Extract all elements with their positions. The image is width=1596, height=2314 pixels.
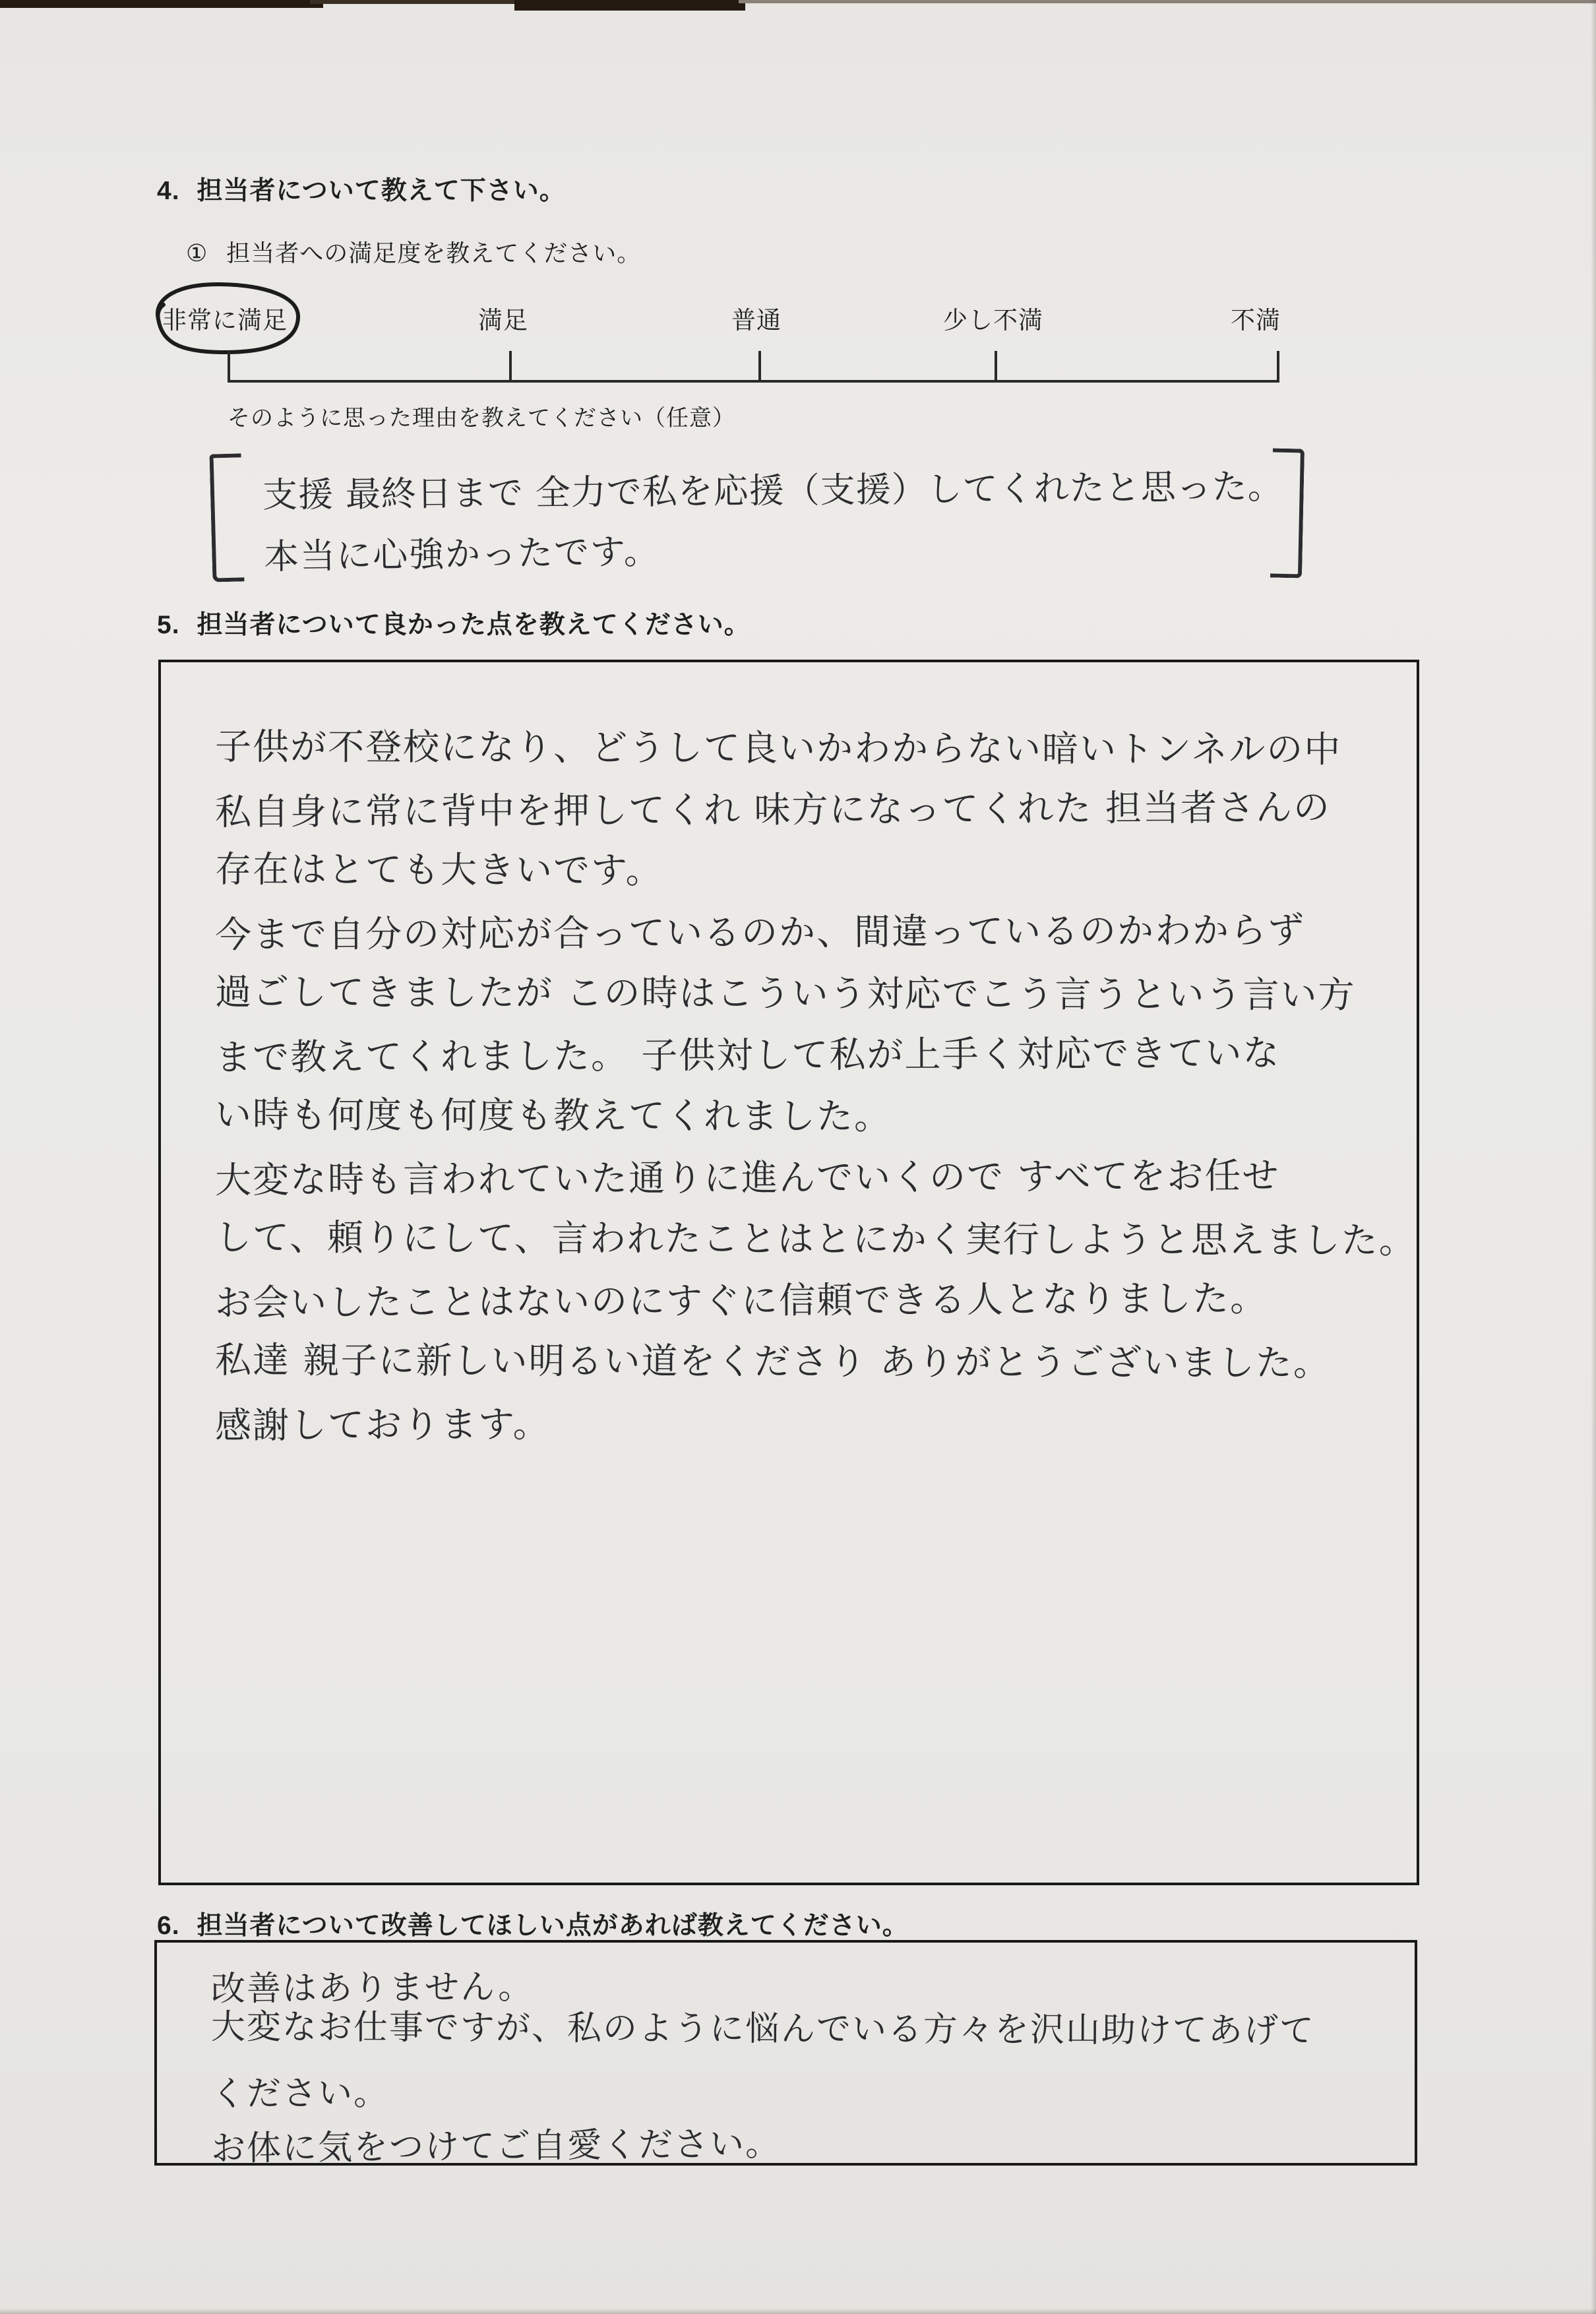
sub-question-label: 担当者への満足度を教えてください。: [226, 239, 642, 266]
handwritten-answer-line: 存在はとても大きいです。: [214, 848, 663, 892]
question-6-title: 担当者について改善してほしい点があれば教えてください。: [197, 1912, 909, 1940]
handwritten-answer-line: して、頼りにして、言われたことはとにかく実行しようと思えました。: [214, 1216, 1417, 1262]
question-5-number: 5.: [157, 611, 180, 639]
handwritten-selection-circle-mark: [140, 278, 313, 356]
handwritten-answer-line: 子供が不登校になり、どうして良いかわからない暗いトンネルの中: [214, 725, 1342, 771]
handwritten-answer-line: まで教えてくれました。 子供対して私が上手く対応できていな: [214, 1031, 1281, 1079]
scale-tick: [228, 351, 230, 380]
paper-edge-shadow: [1591, 0, 1596, 2314]
handwritten-answer-line: 私自身に常に背中を押してくれ 味方になってくれた 担当者さんの: [214, 786, 1332, 833]
question-6-heading: [157, 1905, 909, 1942]
scale-tick: [509, 351, 512, 380]
satisfaction-scale: [158, 290, 1319, 396]
scale-tick: [1277, 351, 1279, 380]
handwritten-answer-line: い時も何度も何度も教えてくれました。: [214, 1093, 892, 1138]
handwritten-answer-line: ください。: [210, 2073, 390, 2114]
handwritten-answer-line: お体に気をつけてご自愛ください。: [210, 2124, 782, 2169]
handwritten-answer-line: 感謝しております。: [214, 1402, 551, 1447]
scan-edge-artifact: [310, 0, 528, 4]
handwritten-answer-line: 大変なお仕事ですが、私のように悩んでいる方々を沢山助けてあげて: [210, 2007, 1316, 2051]
scan-edge-artifact: [739, 0, 1596, 3]
handwritten-answer-line: 今まで自分の対応が合っているのか、間違っているのかわからず: [214, 908, 1306, 956]
question-5-title: 担当者について良かった点を教えてください。: [197, 611, 751, 639]
handwritten-answer-line: 過ごしてきましたが この時はこういう対応でこう言うという言い方: [214, 970, 1356, 1016]
answer-box-q6: [154, 1940, 1417, 2169]
question-5-heading: [157, 604, 751, 641]
handwritten-answer-line: 改善はありません。: [210, 1967, 534, 2009]
handwritten-bracket-left: [209, 453, 244, 582]
sub-question-number: ①: [186, 239, 208, 266]
handwritten-answer-q5: [215, 719, 1417, 1455]
scale-tick: [758, 351, 761, 380]
handwritten-answer-line: お会いしたことはないのにすぐに信頼できる人となりました。: [214, 1277, 1268, 1324]
scale-tick: [995, 351, 997, 380]
question-4-sub-prompt: [186, 235, 641, 268]
handwritten-reason-line: 本当に心強かったです。: [263, 531, 661, 578]
scan-edge-artifact: [0, 0, 323, 8]
scale-option-very-satisfied: 非常に満足: [162, 307, 288, 334]
scale-option-neutral: 普通: [731, 307, 782, 334]
reason-prompt-label: そのように思った理由を教えてください（任意）: [228, 406, 735, 431]
handwritten-answer-line: 大変な時も言われていた通りに進んでいくので すべてをお任せ: [214, 1154, 1280, 1201]
answer-box-q5: [158, 660, 1419, 1885]
scale-option-dissatisfied: 不満: [1231, 307, 1281, 334]
paper-edge-shadow: [0, 2309, 1596, 2314]
scale-axis-line: [228, 351, 1279, 383]
scale-option-slightly-dissatisfied: 少し不満: [943, 307, 1043, 334]
handwritten-answer-line: 私達 親子に新しい明るい道をくださり ありがとうございました。: [214, 1338, 1332, 1385]
scale-option-satisfied: 満足: [478, 307, 528, 334]
question-4-title: 担当者について教えて下さい。: [197, 177, 566, 205]
handwritten-reason-line: 支援 最終日まで 全力で私を応援（支援）してくれたと思った。: [262, 466, 1283, 516]
question-4-number: 4.: [157, 177, 180, 205]
question-6-number: 6.: [157, 1912, 180, 1940]
scan-edge-artifact: [514, 0, 745, 11]
question-4-heading: [157, 170, 566, 207]
